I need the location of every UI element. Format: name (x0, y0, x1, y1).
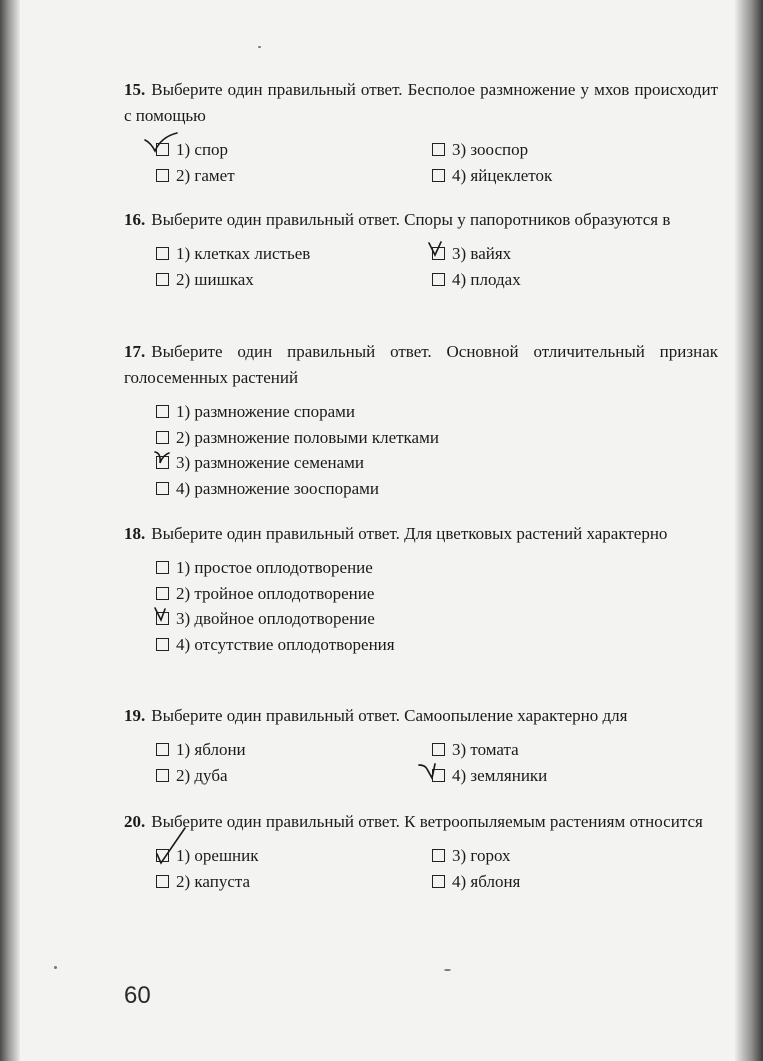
question-number: 19. (124, 706, 146, 725)
answer-options (156, 737, 718, 788)
answer-checkbox[interactable] (432, 875, 445, 888)
answer-option[interactable] (432, 137, 692, 163)
answer-checkbox[interactable] (432, 247, 445, 260)
answer-option-label: 3) двойное оплодотворение (176, 609, 375, 628)
answer-option[interactable] (432, 843, 692, 869)
answer-checkbox[interactable] (156, 612, 169, 625)
answer-option[interactable] (156, 632, 718, 658)
question-prompt: Выберите один правильный ответ. Для цветковых растений характерно (151, 524, 668, 543)
answer-option[interactable] (432, 241, 692, 267)
question-18 (124, 521, 718, 657)
question-number: 20. (124, 812, 146, 831)
question-19 (124, 703, 718, 788)
question-number: 17. (124, 342, 146, 361)
page-edge-left (0, 0, 20, 1061)
answer-option[interactable] (156, 425, 718, 451)
answer-option-label: 2) капуста (176, 871, 251, 891)
answer-options (156, 555, 718, 657)
answer-option-label: 2) размножение половыми клетками (176, 427, 439, 447)
answer-option[interactable] (156, 843, 432, 869)
answer-option[interactable] (156, 763, 432, 789)
answer-option-label: 3) томата (452, 740, 519, 759)
answer-option-label: 4) яблоня (452, 871, 521, 891)
answer-checkbox[interactable] (432, 273, 445, 286)
answer-option[interactable] (156, 399, 718, 425)
answer-option[interactable] (432, 737, 692, 763)
answer-option-label: 1) клетках листьев (176, 244, 311, 263)
answer-checkbox[interactable] (156, 405, 169, 418)
answer-options (156, 399, 718, 501)
answer-option[interactable] (156, 137, 432, 163)
answer-option[interactable] (432, 267, 692, 293)
answer-checkbox[interactable] (156, 456, 169, 469)
answer-option[interactable] (432, 763, 692, 789)
page-number: 60 (124, 982, 151, 1009)
answer-option[interactable] (156, 450, 718, 476)
question-15 (124, 77, 718, 188)
answer-option-label: 4) отсутствие оплодотворения (176, 634, 395, 654)
answer-checkbox[interactable] (156, 247, 169, 260)
answer-option-label: 3) вайях (452, 244, 512, 263)
answer-checkbox[interactable] (156, 743, 169, 756)
answer-option[interactable] (156, 555, 718, 581)
question-text (124, 339, 718, 391)
answer-option-label: 1) яблони (176, 740, 246, 759)
answer-option[interactable] (156, 241, 432, 267)
answer-checkbox[interactable] (432, 743, 445, 756)
question-prompt: Выберите один правильный ответ. Споры у папоротников образуются в (151, 210, 671, 229)
scan-speck (444, 969, 451, 971)
question-number: 16. (124, 210, 146, 229)
question-prompt: Выберите один правильный ответ. Основной отличительный признак голосеменных растений (124, 342, 718, 387)
question-text (124, 521, 718, 547)
answer-option-label: 4) яйцеклеток (452, 165, 553, 185)
answer-options (156, 241, 718, 292)
answer-checkbox[interactable] (432, 849, 445, 862)
answer-option-label: 2) дуба (176, 765, 228, 785)
answer-checkbox[interactable] (156, 431, 169, 444)
answer-checkbox[interactable] (156, 769, 169, 782)
answer-option-label: 2) тройное оплодотворение (176, 583, 375, 603)
answer-checkbox[interactable] (156, 143, 169, 156)
question-text (124, 703, 718, 729)
answer-option-label: 3) размножение семенами (176, 453, 365, 472)
question-16 (124, 207, 718, 292)
answer-checkbox[interactable] (156, 273, 169, 286)
answer-checkbox[interactable] (432, 169, 445, 182)
answer-checkbox[interactable] (156, 169, 169, 182)
checkmark-icon (153, 449, 177, 473)
answer-option-label: 3) зооспор (452, 140, 529, 159)
answer-option[interactable] (156, 606, 718, 632)
answer-option-label: 4) плодах (452, 269, 521, 289)
page-edge-right (735, 0, 763, 1061)
answer-options (156, 843, 718, 894)
answer-option[interactable] (432, 869, 692, 895)
answer-option[interactable] (432, 163, 692, 189)
answer-option-label: 1) размножение спорами (176, 402, 355, 421)
answer-option-label: 1) спор (176, 140, 229, 159)
question-number: 15. (124, 80, 146, 99)
answer-option-label: 4) размножение зооспорами (176, 478, 380, 498)
answer-option-label: 4) земляники (452, 765, 548, 785)
answer-options (156, 137, 718, 188)
question-prompt: Выберите один правильный ответ. Самоопыление характерно для (151, 706, 628, 725)
answer-checkbox[interactable] (156, 638, 169, 651)
question-17 (124, 339, 718, 501)
answer-option-label: 2) гамет (176, 165, 235, 185)
answer-option[interactable] (156, 476, 718, 502)
answer-option[interactable] (156, 267, 432, 293)
answer-checkbox[interactable] (156, 587, 169, 600)
answer-checkbox[interactable] (156, 482, 169, 495)
answer-option-label: 2) шишках (176, 269, 254, 289)
answer-option[interactable] (156, 869, 432, 895)
answer-option[interactable] (156, 163, 432, 189)
answer-option[interactable] (156, 581, 718, 607)
answer-option[interactable] (156, 737, 432, 763)
answer-option-label: 1) простое оплодотворение (176, 558, 373, 577)
answer-option-label: 1) орешник (176, 846, 259, 865)
question-text (124, 809, 718, 835)
question-20 (124, 809, 718, 894)
answer-option-label: 3) горох (452, 846, 511, 865)
scan-speck (258, 46, 261, 48)
scan-speck (54, 966, 57, 969)
answer-checkbox[interactable] (432, 143, 445, 156)
question-text (124, 77, 718, 129)
checkmark-icon (153, 605, 177, 629)
question-prompt: Выберите один правильный ответ. Бесполое размножение у мхов происходит с помощью (124, 80, 718, 125)
question-number: 18. (124, 524, 146, 543)
answer-checkbox[interactable] (432, 769, 445, 782)
answer-checkbox[interactable] (156, 849, 169, 862)
question-text (124, 207, 718, 233)
question-prompt: Выберите один правильный ответ. К ветроопыляемым растениям относится (151, 812, 703, 831)
answer-checkbox[interactable] (156, 561, 169, 574)
answer-checkbox[interactable] (156, 875, 169, 888)
